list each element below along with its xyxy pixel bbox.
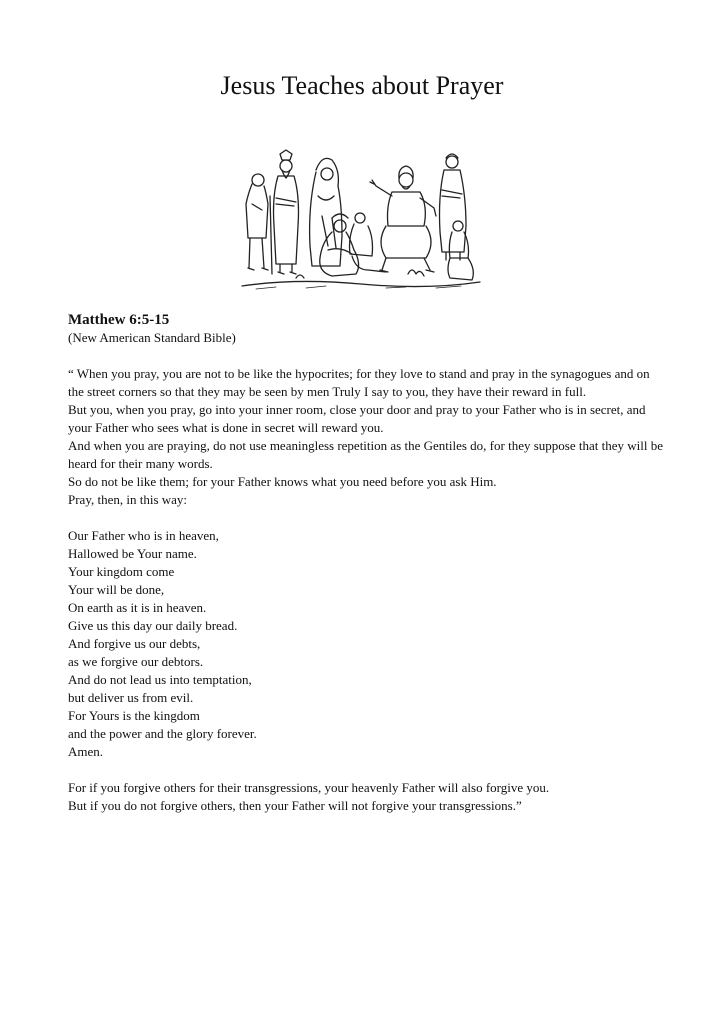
prayer-line: For Yours is the kingdom	[68, 708, 200, 723]
prayer-line: Our Father who is in heaven,	[68, 528, 219, 543]
page-title: Jesus Teaches about Prayer	[220, 71, 504, 100]
jesus-teaching-group-illustration-icon	[236, 146, 486, 292]
intro-paragraph-5: Pray, then, in this way:	[68, 492, 188, 507]
spacer	[68, 761, 668, 779]
lords-prayer	[68, 527, 668, 761]
prayer-line: Hallowed be Your name.	[68, 546, 197, 561]
prayer-line: as we forgive our debtors.	[68, 654, 204, 669]
intro-paragraph-2: But you, when you pray, go into your inner room, close your door and pray to your Father who is in secret, and your Father who sees what is done in secret will reward you.	[68, 402, 646, 435]
scripture-reference: Matthew 6:5-15	[68, 312, 170, 328]
prayer-line: Your will be done,	[68, 582, 165, 597]
prayer-line: And forgive us our debts,	[68, 636, 201, 651]
closing-line: But if you do not forgive others, then your Father will not forgive your transgressions.”	[68, 798, 522, 813]
scripture-content	[68, 311, 668, 815]
closing-line: For if you forgive others for their transgressions, your heavenly Father will also forgive you.	[68, 780, 550, 795]
closing-verses	[68, 779, 668, 815]
prayer-line: Give us this day our daily bread.	[68, 618, 238, 633]
prayer-line: and the power and the glory forever.	[68, 726, 257, 741]
intro-paragraph-3: And when you are praying, do not use meaningless repetition as the Gentiles do, for they suppose that they will be heard for their many words.	[68, 438, 663, 471]
prayer-line: On earth as it is in heaven.	[68, 600, 207, 615]
spacer	[68, 509, 668, 527]
prayer-line: Amen.	[68, 744, 104, 759]
intro-paragraph-1: “ When you pray, you are not to be like the hypocrites; for they love to stand and pray in the synagogues and on the street corners so that they may be seen by men Truly I say to you, they have their reward in full.	[68, 366, 650, 399]
prayer-line: Your kingdom come	[68, 564, 175, 579]
intro-paragraph-4: So do not be like them; for your Father knows what you need before you ask Him.	[68, 474, 497, 489]
prayer-line: but deliver us from evil.	[68, 690, 194, 705]
bible-version: (New American Standard Bible)	[68, 330, 236, 345]
prayer-line: And do not lead us into temptation,	[68, 672, 252, 687]
